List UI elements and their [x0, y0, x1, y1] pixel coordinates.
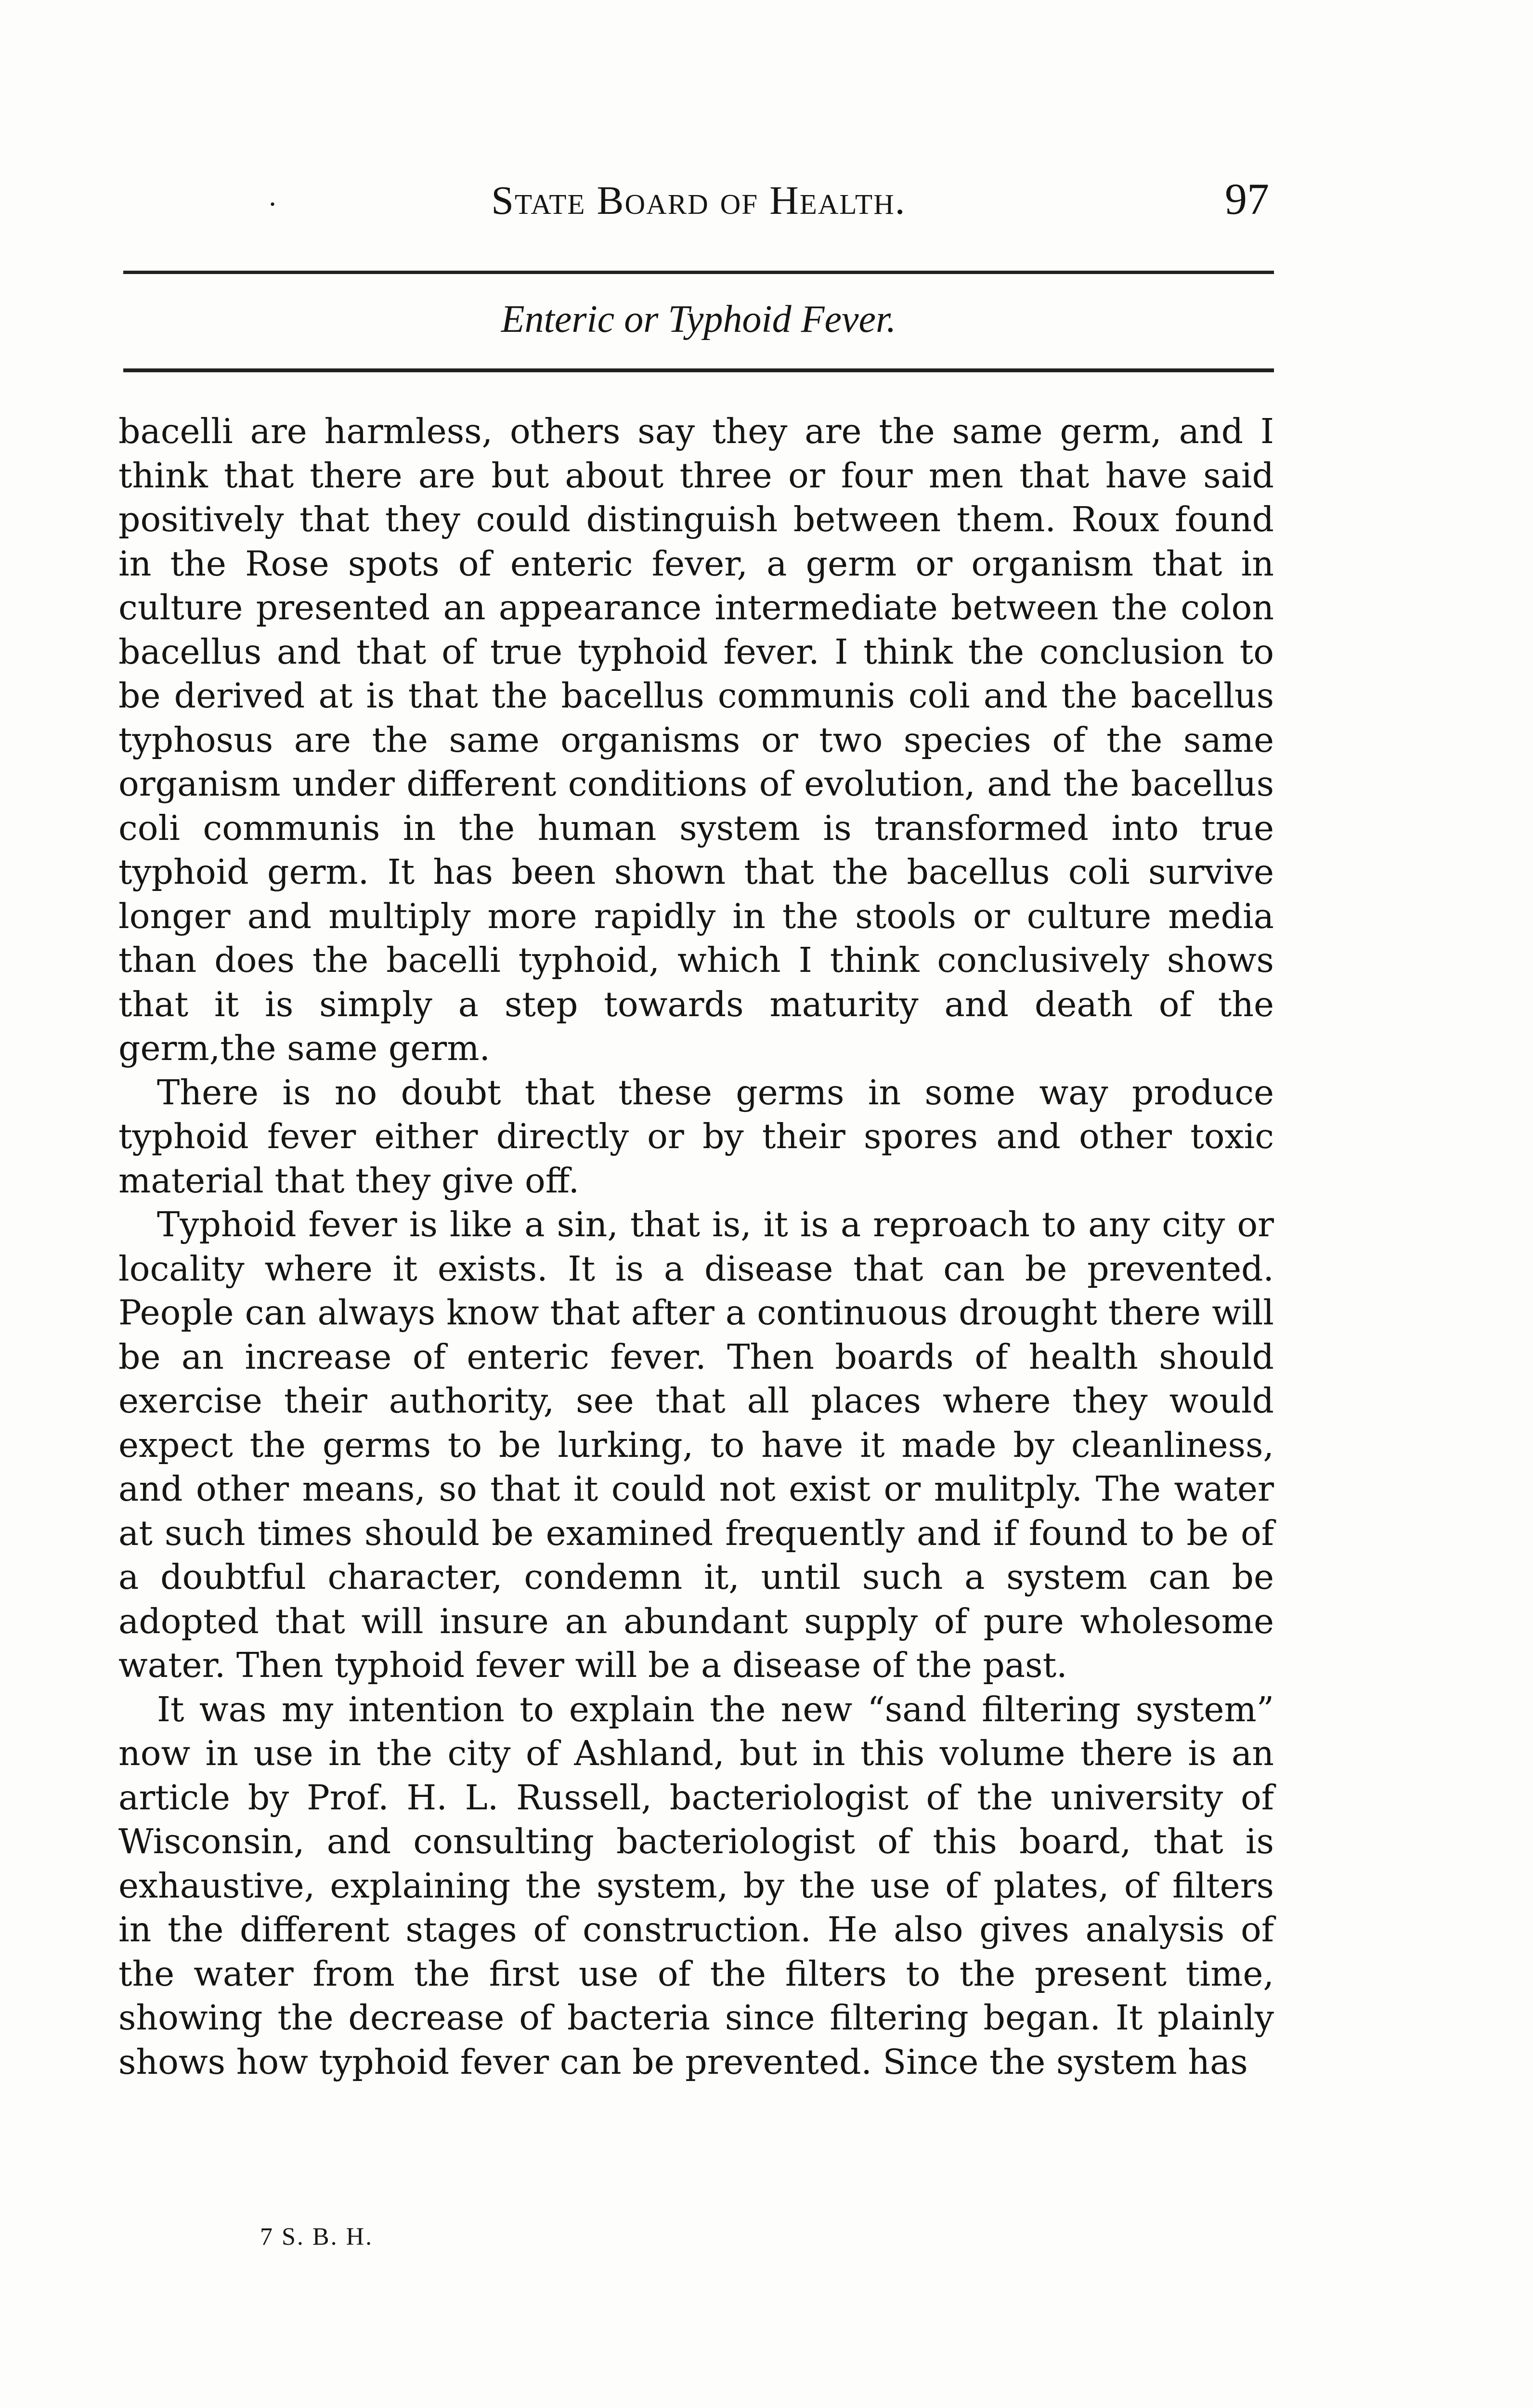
running-head-title: State Board of Health.	[491, 178, 906, 223]
section-title: Enteric or Typhoid Fever.	[501, 298, 896, 340]
header-rule-bottom	[123, 368, 1274, 372]
paragraph-sand-filtering: It was my intention to explain the new “sand filtering system” now in use in the city of Ashland, but in this volume there is an article by Prof. H. L. Russell, bacteriologist of the university of Wisconsin, and consulting bacteriologist of this board, that is exhaustive, explaining the system, by the use of plates, of filters in the different stages of construction. He also gives analysis of the water from the first use of the filters to the present time, showing the decrease of bacteria since filtering began. It plainly shows how typhoid fever can be prevented. Since the system has	[118, 1689, 1274, 2082]
header-dot: ·	[268, 188, 277, 220]
running-head	[123, 169, 1274, 236]
signature-mark: 7 S. B. H.	[260, 2223, 374, 2251]
paragraph-continuation: bacelli are harmless, others say they are the same germ, and I think that there are but about three or four men that have said positively that they could distinguish between them. Roux found in the Rose spots of enteric fever, a germ or organism that in culture presented an appearance intermediate between the colon bacellus and that of true typhoid fever. I think the conclusion to be derived at is that the bacellus communis coli and the bacellus typhosus are the same organisms or two species of the same organism under different conditions of evolution, and the bacellus coli communis in the human system is transformed into true typhoid germ. It has been shown that the bacellus coli survive longer and multiply more rapidly in the stools or culture media than does the bacelli typhoid, which I think conclusively shows that it is simply a step towards maturity and death of the germ,the same germ.	[118, 411, 1274, 1068]
header-rule-top	[123, 271, 1274, 274]
paragraph-typhoid-sin: Typhoid fever is like a sin, that is, it is a reproach to any city or locality where it exists. It is a disease that can be prevented. People can always know that after a continuous drought there will be an increase of enteric fever. Then boards of health should exercise their authority, see that all places where they would expect the germs to be lurking, to have it made by cleanliness, and other means, so that it could not exist or mulitply. The water at such times should be examined frequently and if found to be of a doubtful character, condemn it, until such a system can be adopted that will insure an abundant supply of pure wholesome water. Then typhoid fever will be a disease of the past.	[118, 1204, 1274, 1685]
page-number: 97	[1225, 174, 1269, 223]
body-text	[118, 409, 1274, 2084]
paragraph-germs: There is no doubt that these germs in some way produce typhoid fever either directly or by their spores and other toxic material that they give off.	[118, 1072, 1274, 1201]
